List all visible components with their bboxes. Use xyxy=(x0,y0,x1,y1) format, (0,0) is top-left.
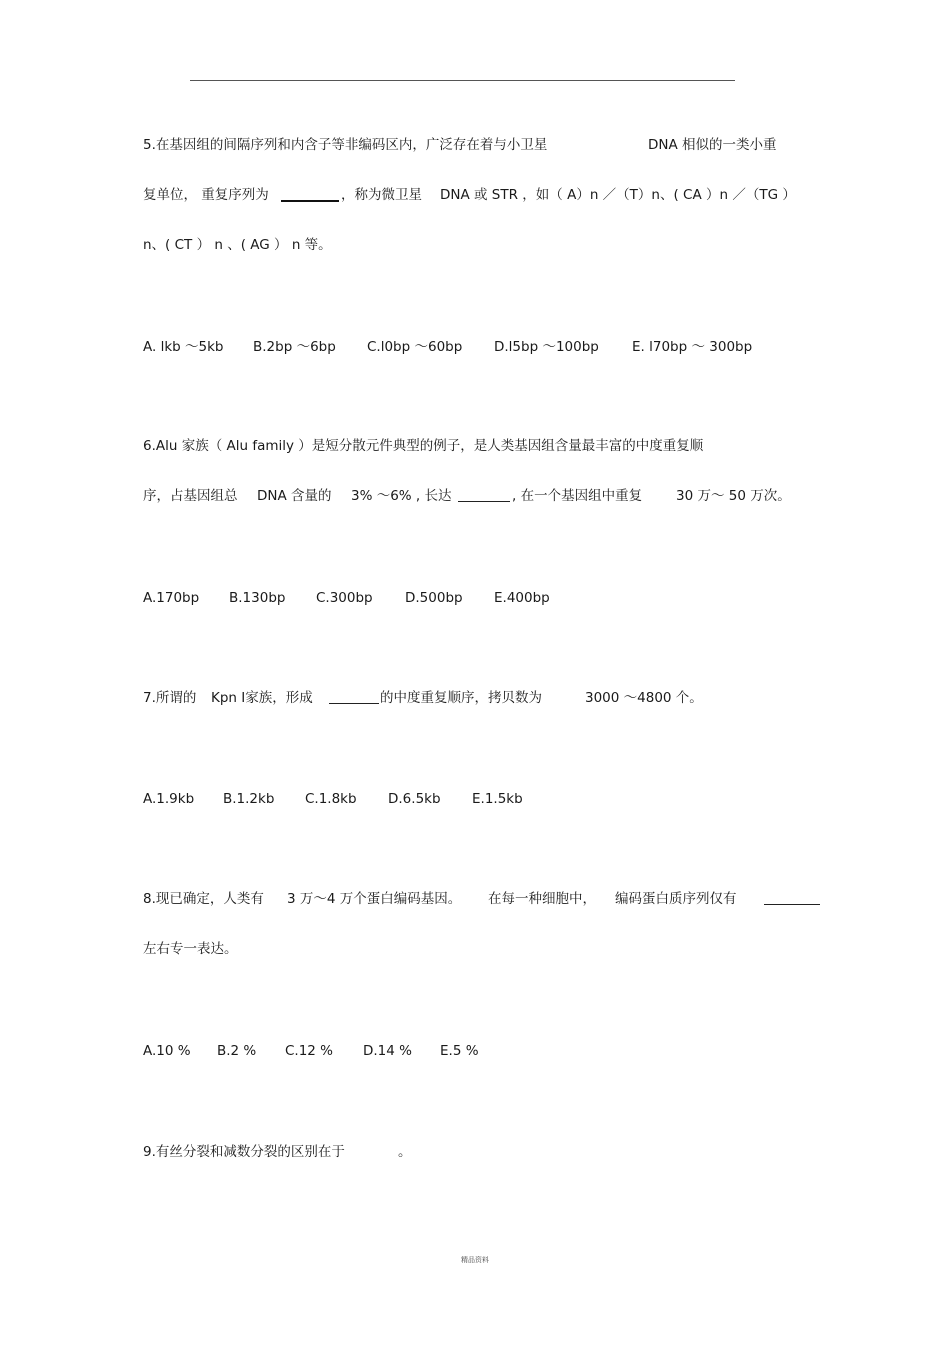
option-a[interactable]: A.10 % xyxy=(143,1043,191,1059)
question-6-text: 30 万～ 50 万次。 xyxy=(676,488,791,504)
question-9-text: 。 xyxy=(398,1144,412,1160)
answer-blank[interactable] xyxy=(764,890,820,905)
header-rule xyxy=(190,80,735,81)
question-6-text: 序，占基因组总 xyxy=(143,488,238,504)
option-d[interactable]: D.l5bp ～100bp xyxy=(494,339,599,355)
option-c[interactable]: C.1.8kb xyxy=(305,791,357,807)
option-c[interactable]: C.l0bp ～60bp xyxy=(367,339,463,355)
question-6-text: DNA 含量的 xyxy=(257,488,332,504)
question-9-text: 9.有丝分裂和减数分裂的区别在于 xyxy=(143,1144,345,1160)
question-6-text: 3% ～6% , 长达 xyxy=(351,488,452,504)
option-c[interactable]: C.12 % xyxy=(285,1043,334,1059)
option-b[interactable]: B.130bp xyxy=(229,590,286,606)
option-b[interactable]: B.2bp ～6bp xyxy=(253,339,336,355)
question-5-text: ，称为微卫星 xyxy=(341,187,422,203)
option-e[interactable]: E.5 % xyxy=(440,1043,479,1059)
option-a[interactable]: A.170bp xyxy=(143,590,200,606)
question-5-text: 5.在基因组的间隔序列和内含子等非编码区内，广泛存在着与小卫星 xyxy=(143,137,548,153)
question-8-text: 编码蛋白质序列仅有 xyxy=(615,891,737,907)
option-b[interactable]: B.1.2kb xyxy=(223,791,275,807)
answer-blank[interactable] xyxy=(329,689,379,704)
option-a[interactable]: A.1.9kb xyxy=(143,791,195,807)
option-e[interactable]: E.400bp xyxy=(494,590,550,606)
option-d[interactable]: D.500bp xyxy=(405,590,463,606)
question-8-text: 8.现已确定，人类有 xyxy=(143,891,264,907)
question-6-text: , 在一个基因组中重复 xyxy=(512,488,643,504)
option-e[interactable]: E. l70bp ～ 300bp xyxy=(632,339,753,355)
question-8-text: 左右专一表达。 xyxy=(143,941,238,957)
option-d[interactable]: D.14 % xyxy=(363,1043,412,1059)
question-5-text: DNA 或 STR ，如（ A）n ／（T）n、( CA ）n ／（TG ） xyxy=(440,187,796,203)
question-8-text: 3 万～4 万个蛋白编码基因。 xyxy=(287,891,462,907)
question-7-text: Kpn Ⅰ家族，形成 xyxy=(211,690,313,706)
question-7-text: 7.所谓的 xyxy=(143,690,197,706)
question-5-text: 复单位， 重复序列为 xyxy=(143,187,269,203)
option-e[interactable]: E.1.5kb xyxy=(472,791,523,807)
page-footer: 精品资料 xyxy=(461,1256,489,1264)
question-5-text-cont: DNA 相似的一类小重 xyxy=(648,137,777,153)
question-8-text: 在每一种细胞中， xyxy=(488,891,596,907)
question-7-text: 3000 ～4800 个。 xyxy=(585,690,703,706)
option-b[interactable]: B.2 % xyxy=(217,1043,257,1059)
answer-blank[interactable] xyxy=(281,186,339,202)
option-a[interactable]: A. lkb ～5kb xyxy=(143,339,224,355)
option-d[interactable]: D.6.5kb xyxy=(388,791,441,807)
question-5-text: n、( CT ） n 、( AG ） n 等。 xyxy=(143,237,332,253)
option-c[interactable]: C.300bp xyxy=(316,590,373,606)
answer-blank[interactable] xyxy=(458,487,510,502)
question-6-text: 6.Alu 家族（ Alu family ）是短分散元件典型的例子，是人类基因组含量最丰富的中度重复顺 xyxy=(143,438,704,454)
question-7-text: 的中度重复顺序，拷贝数为 xyxy=(380,690,542,706)
